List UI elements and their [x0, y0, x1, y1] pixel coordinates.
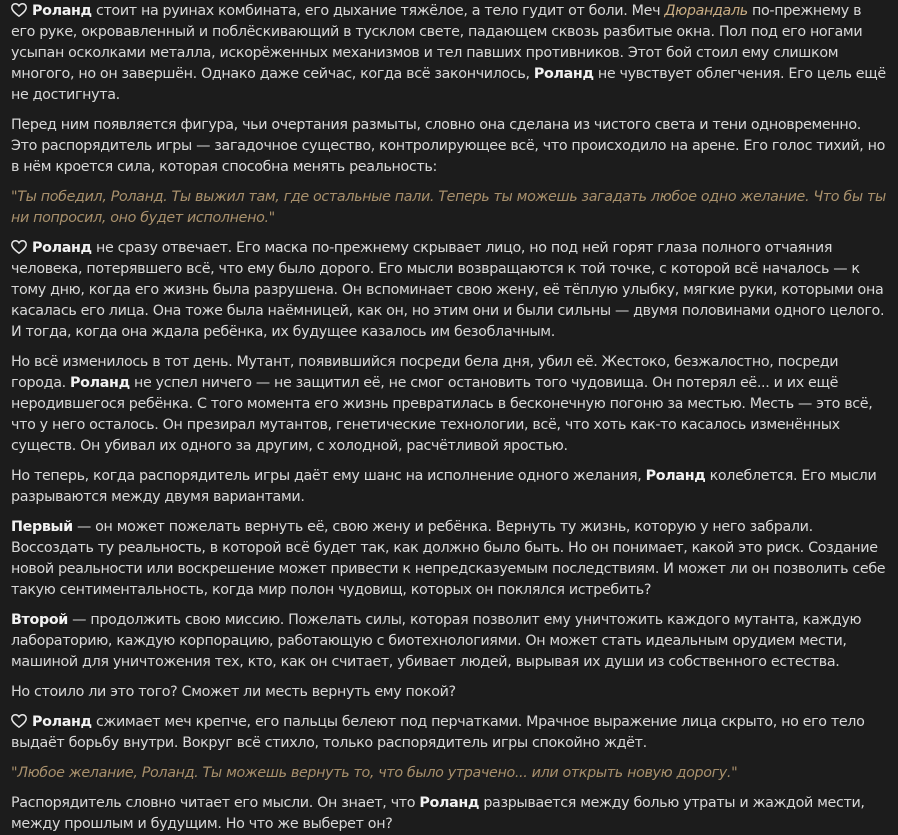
paragraph-8: Но стоило ли это того? Сможет ли месть вернуть ему покой?	[11, 684, 456, 700]
character-name: Роланд	[419, 795, 480, 811]
quote-1: "Ты победил, Роланд. Ты выжил там, где остальные пали. Теперь ты можешь загадать любое одно желание. Что бы ты ни попросил, оно будет исполнено."	[11, 189, 886, 226]
paragraph-9: Роланд сжимает меч крепче, его пальцы белеют под перчатками. Мрачное выражение лица скрыто, но его тело выдаёт борьбу внутри. Вокруг всё стихло, только распорядитель игры спокойно ждёт.	[11, 714, 865, 751]
paragraph-7: Второй — продолжить свою миссию. Пожелать силы, которая позволит ему уничтожить каждого мутанта, каждую лабораторию, каждую корпорацию, работающую с биотехнологиями. Он может стать идеальным орудием мести, машиной для уничтожения тех, кто, как он считает, убивает людей, вырывая их души из собственного естества.	[11, 612, 862, 670]
paragraph-1: Роланд стоит на руинах комбината, его дыхание тяжёлое, а тело гудит от боли. Меч Дюрандаль по-прежнему в его руке, окровавленный и поблёскивающий в тусклом свете, падающем сквозь разбитые окна. Пол под его ногами усыпан осколками металла, искорёженных механизмов и тел павших противников. Этот бой стоил ему слишком многого, но он завершён. Однако даже сейчас, когда всё закончилось, Роланд не чувствует облегчения. Его цель ещё не достигнута.	[11, 3, 886, 103]
paragraph-2: Перед ним появляется фигура, чьи очертания размыты, словно она сделана из чистого света и тени одновременно. Это распорядитель игры — загадочное существо, контролирующее всё, что происходило на арене. Его голос тихий, но в нём кроется сила, которая способна менять реальность:	[11, 117, 885, 175]
character-name: Роланд	[533, 66, 594, 82]
paragraph-4: Но всё изменилось в тот день. Мутант, появившийся посреди бела дня, убил её. Жестоко, безжалостно, посреди города. Роланд не успел ничего — не защитил её, не смог остановить того чудовища. Он потерял её... и их ещё неродившегося ребёнка. С того момента его жизнь превратилась в бесконечную погоню за местью. Месть — это всё, что у него осталось. Он презирал мутантов, генетические технологии, всё, что хоть как-то касалось изменённых существ. Он убивал их одного за другим, с холодной, расчётливой яростью.	[11, 354, 873, 454]
paragraph-10: Распорядитель словно читает его мысли. Он знает, что Роланд разрывается между болью утраты и жаждой мести, между прошлым и будущим. Но что же выберет он?	[11, 795, 865, 832]
option-label: Первый	[11, 519, 73, 535]
character-name: Роланд	[32, 714, 92, 730]
sword-name: Дюрандаль	[664, 3, 748, 19]
character-name: Роланд	[70, 375, 130, 391]
heart-icon	[11, 3, 27, 17]
heart-icon	[11, 714, 27, 728]
quote-2: "Любое желание, Роланд. Ты можешь вернуть то, что было утрачено... или открыть новую дорогу."	[11, 765, 738, 781]
paragraph-3: Роланд не сразу отвечает. Его маска по-прежнему скрывает лицо, но под ней горят глаза полного отчаяния человека, потерявшего всё, что ему было дорого. Его мысли возвращаются к той точке, с которой всё началось — к тому дню, когда его жизнь была разрушена. Он вспоминает свою жену, её тёплую улыбку, мягкие руки, которыми она касалась его лица. Она тоже была наёмницей, как он, но этим они и были сильны — двумя половинами одного целого. И тогда, когда она ждала ребёнка, их будущее казалось им безоблачным.	[11, 240, 885, 340]
option-label: Второй	[11, 612, 68, 628]
character-name: Роланд	[32, 240, 92, 256]
heart-icon	[11, 240, 27, 254]
character-name: Роланд	[32, 3, 92, 19]
paragraph-5: Но теперь, когда распорядитель игры даёт ему шанс на исполнение одного желания, Роланд колеблется. Его мысли разрываются между двумя вариантами.	[11, 468, 877, 505]
character-name: Роланд	[645, 468, 706, 484]
paragraph-6: Первый — он может пожелать вернуть её, свою жену и ребёнка. Вернуть ту жизнь, которую у него забрали. Воссоздать ту реальность, в которой всё будет так, как должно было быть. Но он понимает, какой это риск. Создание новой реальности или воскрешение может привести к непредсказуемым последствиям. И может ли он позволить себе такую сентиментальность, когда мир полон чудовищ, которых он поклялся истребить?	[11, 519, 886, 598]
